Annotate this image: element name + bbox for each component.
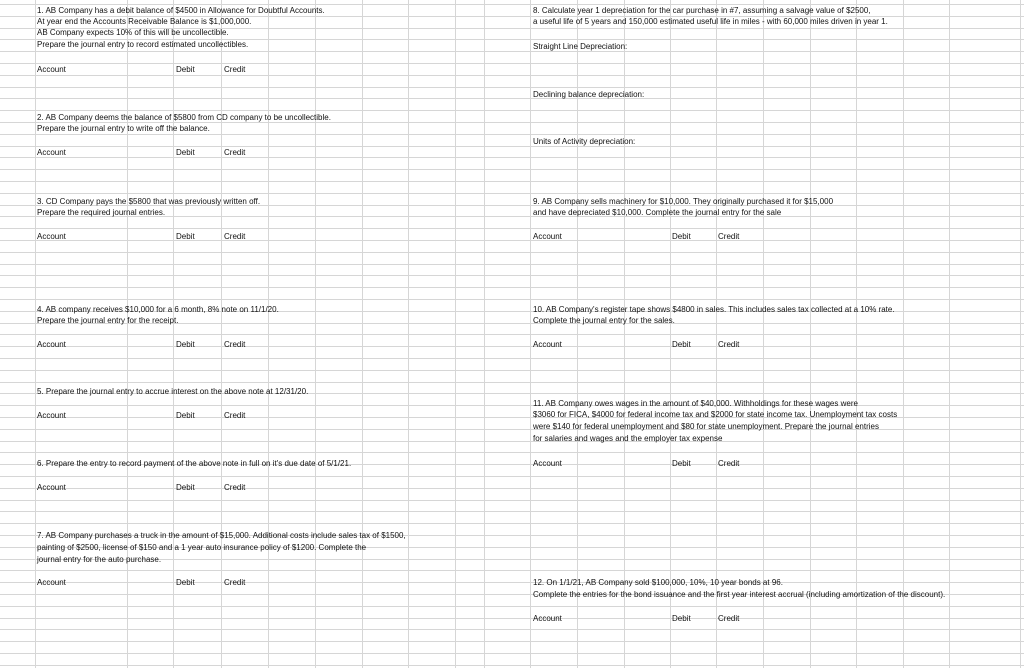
grid-row-line (0, 134, 1024, 135)
q4-header-account[interactable]: Account (37, 340, 66, 349)
grid-row-line (0, 523, 1024, 524)
q12-header-account[interactable]: Account (533, 614, 562, 623)
q3-line-1[interactable]: 3. CD Company pays the $5800 that was previously written off. (37, 197, 261, 206)
q7-header-debit[interactable]: Debit (176, 578, 195, 587)
grid-row-line (0, 382, 1024, 383)
grid-row-line (0, 641, 1024, 642)
q11-line-4[interactable]: for salaries and wages and the employer tax expense (533, 434, 723, 443)
q4-header-credit[interactable]: Credit (224, 340, 246, 349)
grid-row-line (0, 240, 1024, 241)
q4-line-2[interactable]: Prepare the journal entry for the receipt. (37, 316, 179, 325)
grid-row-line (0, 228, 1024, 229)
q11-line-1[interactable]: 11. AB Company owes wages in the amount of $40,000. Withholdings for these wages were (533, 399, 858, 408)
grid-row-line (0, 629, 1024, 630)
grid-row-line (0, 181, 1024, 182)
q12-line-2[interactable]: Complete the entries for the bond issuance and the first year interest accrual (including amortization of the discount). (533, 590, 946, 599)
q7-line-3[interactable]: journal entry for the auto purchase. (37, 555, 162, 564)
grid-row-line (0, 476, 1024, 477)
q1-line-4[interactable]: Prepare the journal entry to record estimated uncollectibles. (37, 40, 249, 49)
q12-line-1[interactable]: 12. On 1/1/21, AB Company sold $100,000, 10%, 10 year bonds at 96. (533, 578, 783, 587)
q5-header-debit[interactable]: Debit (176, 411, 195, 420)
q8-line-1[interactable]: 8. Calculate year 1 depreciation for the car purchase in #7, assuming a salvage value of $2500, (533, 6, 871, 15)
q10-line-1[interactable]: 10. AB Company's register tape shows $4800 in sales. This includes sales tax collected at a 10% rate. (533, 305, 895, 314)
q9-header-debit[interactable]: Debit (672, 232, 691, 241)
q3-header-credit[interactable]: Credit (224, 232, 246, 241)
grid-row-line (0, 169, 1024, 170)
q11-header-account[interactable]: Account (533, 459, 562, 468)
grid-row-line (0, 4, 1024, 5)
q1-header-account[interactable]: Account (37, 65, 66, 74)
q5-line-1[interactable]: 5. Prepare the journal entry to accrue interest on the above note at 12/31/20. (37, 387, 309, 396)
q3-line-2[interactable]: Prepare the required journal entries. (37, 208, 166, 217)
q7-line-2[interactable]: painting of $2500, license of $150 and a 1 year auto insurance policy of $1200. Complete the (37, 543, 367, 552)
straight-line-label[interactable]: Straight Line Depreciation: (533, 42, 628, 51)
grid-row-line (0, 110, 1024, 111)
grid-row-line (0, 618, 1024, 619)
grid-row-line (0, 606, 1024, 607)
grid-row-line (0, 665, 1024, 666)
grid-row-line (0, 75, 1024, 76)
q12-header-credit[interactable]: Credit (718, 614, 740, 623)
q10-header-account[interactable]: Account (533, 340, 562, 349)
q9-header-account[interactable]: Account (533, 232, 562, 241)
grid-row-line (0, 346, 1024, 347)
q7-line-1[interactable]: 7. AB Company purchases a truck in the amount of $15,000. Additional costs include sales tax of $1500, (37, 531, 406, 540)
grid-row-line (0, 146, 1024, 147)
q8-line-2[interactable]: a useful life of 5 years and 150,000 estimated useful life in miles - with 60,000 miles driven in year 1. (533, 17, 888, 26)
units-activity-label[interactable]: Units of Activity depreciation: (533, 137, 636, 146)
grid-row-line (0, 582, 1024, 583)
grid-row-line (0, 358, 1024, 359)
q2-line-1[interactable]: 2. AB Company deems the balance of $5800 from CD company to be uncollectible. (37, 113, 331, 122)
q5-header-account[interactable]: Account (37, 411, 66, 420)
grid-row-line (0, 500, 1024, 501)
grid-row-line (0, 87, 1024, 88)
q11-line-3[interactable]: were $140 for federal unemployment and $80 for state unemployment. Prepare the journal entries (533, 422, 879, 431)
grid-row-line (0, 287, 1024, 288)
q4-line-1[interactable]: 4. AB company receives $10,000 for a 6 month, 8% note on 11/1/20. (37, 305, 279, 314)
grid-row-line (0, 405, 1024, 406)
q1-line-3[interactable]: AB Company expects 10% of this will be uncollectible. (37, 28, 229, 37)
q2-header-debit[interactable]: Debit (176, 148, 195, 157)
grid-row-line (0, 264, 1024, 265)
grid-row-line (0, 334, 1024, 335)
q7-header-credit[interactable]: Credit (224, 578, 246, 587)
q11-header-credit[interactable]: Credit (718, 459, 740, 468)
q9-line-1[interactable]: 9. AB Company sells machinery for $10,000. They originally purchased it for $15,000 (533, 197, 834, 206)
grid-row-line (0, 441, 1024, 442)
q9-header-credit[interactable]: Credit (718, 232, 740, 241)
grid-row-line (0, 299, 1024, 300)
grid-row-line (0, 570, 1024, 571)
q5-header-credit[interactable]: Credit (224, 411, 246, 420)
grid-row-line (0, 452, 1024, 453)
q1-header-debit[interactable]: Debit (176, 65, 195, 74)
grid-row-line (0, 488, 1024, 489)
q3-header-debit[interactable]: Debit (176, 232, 195, 241)
grid-row-line (0, 275, 1024, 276)
q1-line-1[interactable]: 1. AB Company has a debit balance of $4500 in Allowance for Doubtful Accounts. (37, 6, 325, 15)
q1-header-credit[interactable]: Credit (224, 65, 246, 74)
q3-header-account[interactable]: Account (37, 232, 66, 241)
q6-header-debit[interactable]: Debit (176, 483, 195, 492)
declining-balance-label[interactable]: Declining balance depreciation: (533, 90, 645, 99)
q11-line-2[interactable]: $3060 for FICA, $4000 for federal income tax and $2000 for state income tax. Unemployment tax costs (533, 410, 898, 419)
q11-header-debit[interactable]: Debit (672, 459, 691, 468)
grid-row-line (0, 63, 1024, 64)
q7-header-account[interactable]: Account (37, 578, 66, 587)
q6-header-account[interactable]: Account (37, 483, 66, 492)
grid-row-line (0, 193, 1024, 194)
grid-row-line (0, 157, 1024, 158)
q2-line-2[interactable]: Prepare the journal entry to write off the balance. (37, 124, 210, 133)
grid-row-line (0, 511, 1024, 512)
q2-header-account[interactable]: Account (37, 148, 66, 157)
q10-line-2[interactable]: Complete the journal entry for the sales. (533, 316, 675, 325)
q4-header-debit[interactable]: Debit (176, 340, 195, 349)
q12-header-debit[interactable]: Debit (672, 614, 691, 623)
grid-row-line (0, 51, 1024, 52)
q9-line-2[interactable]: and have depreciated $10,000. Complete the journal entry for the sale (533, 208, 782, 217)
grid-row-line (0, 370, 1024, 371)
q1-line-2[interactable]: At year end the Accounts Receivable Balance is $1,000,000. (37, 17, 252, 26)
q6-line-1[interactable]: 6. Prepare the entry to record payment of the above note in full on it's due date of 5/1/21. (37, 459, 352, 468)
grid-row-line (0, 252, 1024, 253)
grid-row-line (0, 653, 1024, 654)
q2-header-credit[interactable]: Credit (224, 148, 246, 157)
grid-row-line (0, 98, 1024, 99)
q6-header-credit[interactable]: Credit (224, 483, 246, 492)
q10-header-credit[interactable]: Credit (718, 340, 740, 349)
q10-header-debit[interactable]: Debit (672, 340, 691, 349)
